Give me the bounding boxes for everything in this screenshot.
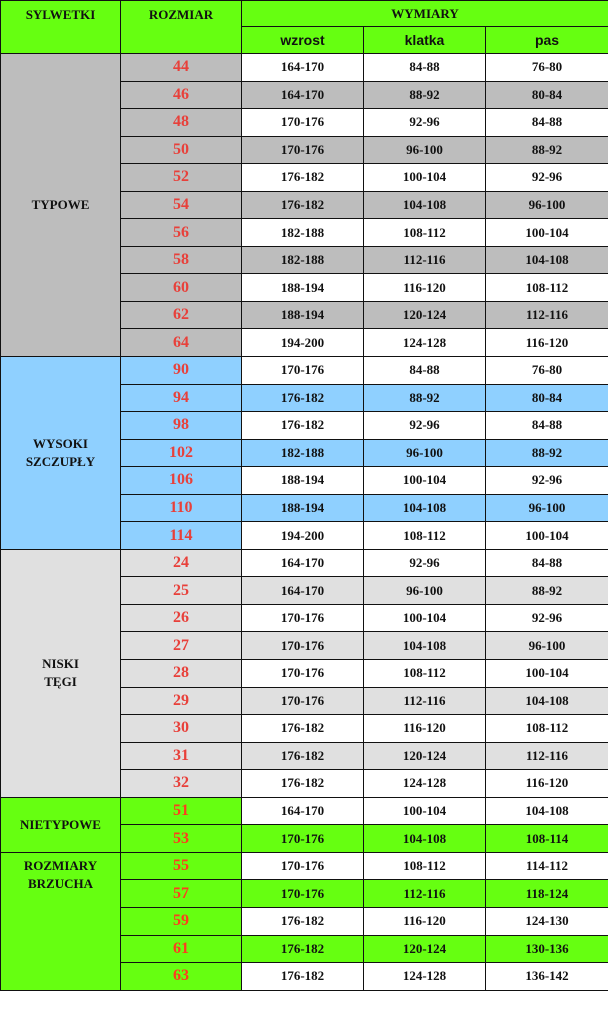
pas-cell: 124-130	[486, 907, 608, 935]
size-cell: 30	[121, 715, 242, 743]
klatka-cell: 104-108	[364, 632, 486, 660]
pas-cell: 84-88	[486, 109, 608, 137]
wzrost-cell: 176-182	[242, 935, 364, 963]
pas-cell: 92-96	[486, 164, 608, 192]
wzrost-cell: 182-188	[242, 246, 364, 274]
klatka-cell: 124-128	[364, 963, 486, 991]
size-cell: 50	[121, 136, 242, 164]
wzrost-cell: 170-176	[242, 632, 364, 660]
pas-cell: 130-136	[486, 935, 608, 963]
pas-cell: 84-88	[486, 412, 608, 440]
size-cell: 51	[121, 797, 242, 825]
size-cell: 44	[121, 54, 242, 82]
table-row	[1, 549, 608, 577]
pas-cell: 96-100	[486, 632, 608, 660]
wzrost-cell: 170-176	[242, 687, 364, 715]
klatka-cell: 124-128	[364, 770, 486, 798]
size-cell: 53	[121, 825, 242, 853]
klatka-cell: 104-108	[364, 494, 486, 522]
pas-cell: 84-88	[486, 549, 608, 577]
klatka-cell: 120-124	[364, 742, 486, 770]
wzrost-cell: 170-176	[242, 604, 364, 632]
group-label-nietypowe: NIETYPOWE	[1, 797, 121, 852]
wzrost-cell: 170-176	[242, 852, 364, 880]
klatka-cell: 112-116	[364, 246, 486, 274]
klatka-cell: 120-124	[364, 301, 486, 329]
pas-cell: 88-92	[486, 136, 608, 164]
klatka-cell: 104-108	[364, 825, 486, 853]
klatka-cell: 116-120	[364, 274, 486, 302]
size-cell: 56	[121, 219, 242, 247]
pas-cell: 80-84	[486, 81, 608, 109]
wzrost-cell: 170-176	[242, 660, 364, 688]
group-label-rozmiary-brzucha: ROZMIARY BRZUCHA	[1, 852, 121, 990]
pas-cell: 112-116	[486, 742, 608, 770]
klatka-cell: 116-120	[364, 907, 486, 935]
table-row	[1, 852, 608, 880]
klatka-cell: 92-96	[364, 412, 486, 440]
pas-cell: 76-80	[486, 357, 608, 385]
header-wzrost: wzrost	[242, 27, 364, 54]
wzrost-cell: 182-188	[242, 439, 364, 467]
size-cell: 90	[121, 357, 242, 385]
pas-cell: 108-112	[486, 715, 608, 743]
pas-cell: 88-92	[486, 439, 608, 467]
klatka-cell: 100-104	[364, 604, 486, 632]
klatka-cell: 108-112	[364, 660, 486, 688]
wzrost-cell: 170-176	[242, 357, 364, 385]
pas-cell: 108-112	[486, 274, 608, 302]
group-rozmiary-brzucha	[1, 852, 608, 990]
pas-cell: 96-100	[486, 191, 608, 219]
wzrost-cell: 170-176	[242, 825, 364, 853]
header-pas: pas	[486, 27, 608, 54]
wzrost-cell: 170-176	[242, 136, 364, 164]
size-cell: 55	[121, 852, 242, 880]
size-cell: 54	[121, 191, 242, 219]
pas-cell: 116-120	[486, 329, 608, 357]
wzrost-cell: 194-200	[242, 329, 364, 357]
wzrost-cell: 164-170	[242, 797, 364, 825]
size-cell: 58	[121, 246, 242, 274]
wzrost-cell: 176-182	[242, 384, 364, 412]
header-row-top	[1, 1, 608, 27]
size-cell: 60	[121, 274, 242, 302]
wzrost-cell: 164-170	[242, 81, 364, 109]
header-rozmiar: ROZMIAR	[121, 1, 242, 54]
size-cell: 29	[121, 687, 242, 715]
size-cell: 57	[121, 880, 242, 908]
klatka-cell: 92-96	[364, 109, 486, 137]
size-cell: 46	[121, 81, 242, 109]
pas-cell: 100-104	[486, 660, 608, 688]
klatka-cell: 108-112	[364, 219, 486, 247]
klatka-cell: 88-92	[364, 384, 486, 412]
klatka-cell: 100-104	[364, 797, 486, 825]
group-nietypowe	[1, 797, 608, 852]
size-cell: 61	[121, 935, 242, 963]
size-cell: 25	[121, 577, 242, 605]
klatka-cell: 124-128	[364, 329, 486, 357]
size-cell: 62	[121, 301, 242, 329]
group-wysoki-szczuply	[1, 357, 608, 550]
size-cell: 52	[121, 164, 242, 192]
pas-cell: 100-104	[486, 219, 608, 247]
size-cell: 32	[121, 770, 242, 798]
group-label-niski-tegi: NISKI TĘGI	[1, 549, 121, 797]
wzrost-cell: 176-182	[242, 191, 364, 219]
pas-cell: 92-96	[486, 467, 608, 495]
klatka-cell: 96-100	[364, 136, 486, 164]
wzrost-cell: 164-170	[242, 54, 364, 82]
size-cell: 114	[121, 522, 242, 550]
wzrost-cell: 176-182	[242, 164, 364, 192]
group-niski-tegi	[1, 549, 608, 797]
size-cell: 27	[121, 632, 242, 660]
wzrost-cell: 170-176	[242, 109, 364, 137]
pas-cell: 96-100	[486, 494, 608, 522]
wzrost-cell: 176-182	[242, 770, 364, 798]
wzrost-cell: 188-194	[242, 301, 364, 329]
group-typowe	[1, 54, 608, 357]
pas-cell: 116-120	[486, 770, 608, 798]
wzrost-cell: 164-170	[242, 577, 364, 605]
pas-cell: 112-116	[486, 301, 608, 329]
pas-cell: 104-108	[486, 797, 608, 825]
table-row	[1, 357, 608, 385]
wzrost-cell: 188-194	[242, 467, 364, 495]
klatka-cell: 84-88	[364, 357, 486, 385]
klatka-cell: 108-112	[364, 522, 486, 550]
size-cell: 102	[121, 439, 242, 467]
klatka-cell: 112-116	[364, 687, 486, 715]
wzrost-cell: 176-182	[242, 963, 364, 991]
wzrost-cell: 194-200	[242, 522, 364, 550]
wzrost-cell: 188-194	[242, 494, 364, 522]
klatka-cell: 120-124	[364, 935, 486, 963]
pas-cell: 114-112	[486, 852, 608, 880]
klatka-cell: 104-108	[364, 191, 486, 219]
pas-cell: 136-142	[486, 963, 608, 991]
size-cell: 31	[121, 742, 242, 770]
wzrost-cell: 176-182	[242, 412, 364, 440]
wzrost-cell: 176-182	[242, 907, 364, 935]
size-cell: 106	[121, 467, 242, 495]
klatka-cell: 92-96	[364, 549, 486, 577]
klatka-cell: 108-112	[364, 852, 486, 880]
klatka-cell: 88-92	[364, 81, 486, 109]
wzrost-cell: 176-182	[242, 742, 364, 770]
klatka-cell: 96-100	[364, 439, 486, 467]
header-klatka: klatka	[364, 27, 486, 54]
pas-cell: 88-92	[486, 577, 608, 605]
wzrost-cell: 170-176	[242, 880, 364, 908]
pas-cell: 104-108	[486, 687, 608, 715]
pas-cell: 80-84	[486, 384, 608, 412]
pas-cell: 76-80	[486, 54, 608, 82]
pas-cell: 100-104	[486, 522, 608, 550]
pas-cell: 108-114	[486, 825, 608, 853]
size-cell: 63	[121, 963, 242, 991]
klatka-cell: 100-104	[364, 164, 486, 192]
klatka-cell: 100-104	[364, 467, 486, 495]
size-cell: 24	[121, 549, 242, 577]
size-cell: 48	[121, 109, 242, 137]
klatka-cell: 84-88	[364, 54, 486, 82]
group-label-wysoki-szczuply: WYSOKI SZCZUPŁY	[1, 357, 121, 550]
wzrost-cell: 182-188	[242, 219, 364, 247]
pas-cell: 104-108	[486, 246, 608, 274]
table-row	[1, 797, 608, 825]
wzrost-cell: 176-182	[242, 715, 364, 743]
klatka-cell: 96-100	[364, 577, 486, 605]
wzrost-cell: 164-170	[242, 549, 364, 577]
size-cell: 28	[121, 660, 242, 688]
header-wymiary: WYMIARY	[242, 1, 608, 27]
group-label-typowe: TYPOWE	[1, 54, 121, 357]
header-sylwetki: SYLWETKI	[1, 1, 121, 54]
klatka-cell: 112-116	[364, 880, 486, 908]
klatka-cell: 116-120	[364, 715, 486, 743]
size-cell: 26	[121, 604, 242, 632]
size-cell: 98	[121, 412, 242, 440]
size-cell: 59	[121, 907, 242, 935]
wzrost-cell: 188-194	[242, 274, 364, 302]
size-cell: 64	[121, 329, 242, 357]
pas-cell: 92-96	[486, 604, 608, 632]
table-row	[1, 54, 608, 82]
size-cell: 94	[121, 384, 242, 412]
size-cell: 110	[121, 494, 242, 522]
pas-cell: 118-124	[486, 880, 608, 908]
